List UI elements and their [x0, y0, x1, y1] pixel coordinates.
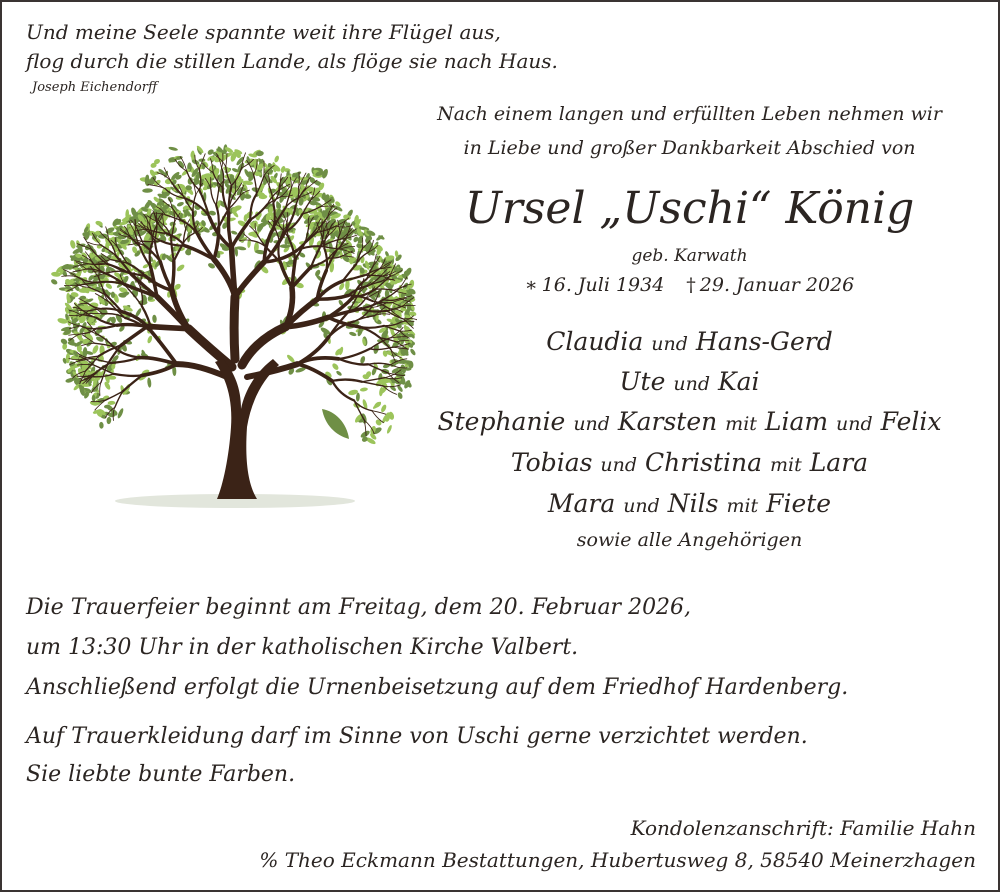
- branch: [147, 326, 188, 328]
- leaf: [386, 424, 393, 434]
- leaf: [176, 201, 184, 207]
- branch: [235, 262, 264, 297]
- other-relatives: sowie alle Angehörigen: [576, 529, 803, 551]
- branch: [199, 169, 201, 190]
- branch: [142, 241, 161, 242]
- intro-line-2: in Liebe und großer Dankbarkeit Abschied von: [463, 137, 916, 159]
- branch: [114, 374, 142, 376]
- leaf: [146, 335, 153, 344]
- mourner-name: Stephanie: [437, 407, 566, 436]
- branch: [172, 261, 174, 290]
- tree-illustration: [47, 127, 417, 517]
- mourner-row-3: [412, 407, 967, 436]
- leaf: [50, 278, 58, 285]
- condolence-address-line-1: Kondolenzanschrift: Familie Hahn: [630, 816, 976, 840]
- conjunction: und: [623, 495, 660, 517]
- conjunction: mit: [726, 495, 759, 517]
- leaf: [69, 240, 76, 250]
- maiden-name: geb. Karwath: [631, 246, 748, 266]
- branch: [234, 297, 235, 359]
- leaf: [274, 155, 280, 163]
- branch: [368, 363, 390, 365]
- branch: [240, 240, 252, 241]
- leaf: [359, 356, 366, 365]
- mourner-name: Karsten: [617, 407, 718, 436]
- leaf: [176, 263, 186, 272]
- leaf: [231, 230, 238, 235]
- mourner-name: Lara: [809, 448, 869, 477]
- conjunction: und: [836, 413, 873, 435]
- leaf: [335, 370, 342, 377]
- poem: [26, 18, 558, 76]
- leaf: [176, 160, 185, 170]
- conjunction: und: [651, 333, 688, 355]
- death-date: 29. Januar 2026: [699, 274, 855, 296]
- mourner-name: Christina: [645, 448, 763, 477]
- leaf: [168, 146, 178, 151]
- mourner-name: Fiete: [766, 489, 832, 518]
- mourner-row-2: [412, 367, 967, 396]
- mourner-row-4: [412, 448, 967, 477]
- leaf: [356, 392, 360, 401]
- mourner-name: Kai: [717, 367, 760, 396]
- branch: [278, 242, 280, 262]
- branch: [332, 380, 362, 382]
- leaf: [142, 188, 153, 193]
- clothing-note-line-1: Auf Trauerkleidung darf im Sinne von Uschi gerne verzichtet werden.: [26, 724, 808, 749]
- mourner-name: Hans-Gerd: [695, 327, 833, 356]
- conjunction: und: [600, 454, 638, 476]
- leaf: [207, 148, 215, 156]
- conjunction: und: [573, 413, 610, 435]
- branch: [62, 276, 77, 277]
- leaf: [397, 392, 404, 400]
- poem-line-1: Und meine Seele spannte weit ihre Flügel aus,: [26, 20, 501, 44]
- leaf: [375, 418, 383, 426]
- conjunction: mit: [725, 413, 757, 435]
- branch: [232, 248, 235, 297]
- leaf: [66, 353, 70, 363]
- mourner-row-1: [412, 327, 967, 356]
- clothing-note-line-2: Sie liebte bunte Farben.: [26, 762, 296, 787]
- mourner-name: Nils: [667, 489, 719, 518]
- life-dates: [412, 274, 967, 296]
- leaf: [106, 417, 111, 425]
- leaf: [152, 315, 157, 324]
- mourner-name: Ute: [619, 367, 666, 396]
- leaf: [372, 401, 382, 410]
- leaf: [360, 387, 368, 392]
- leaf: [331, 362, 340, 371]
- conjunction: und: [673, 373, 710, 395]
- funeral-line-1: Die Trauerfeier beginnt am Freitag, dem 20. Februar 2026,: [26, 595, 692, 620]
- mourner-name: Claudia: [546, 327, 644, 356]
- branch: [375, 289, 393, 290]
- tree-trunk: [215, 359, 279, 499]
- birth-date: 16. Juli 1934: [541, 274, 665, 296]
- branch: [100, 382, 101, 395]
- poem-line-2: flog durch die stillen Lande, als flöge sie nach Haus.: [26, 49, 558, 73]
- mourner-name: Tobias: [510, 448, 593, 477]
- conjunction: mit: [770, 454, 802, 476]
- branch: [211, 189, 216, 205]
- funeral-line-2: um 13:30 Uhr in der katholischen Kirche Valbert.: [26, 635, 579, 660]
- mourner-name: Mara: [547, 489, 616, 518]
- leaf: [108, 401, 116, 405]
- condolence-address-line-2: % Theo Eckmann Bestattungen, Hubertusweg 8, 58540 Meinerzhagen: [259, 848, 976, 872]
- funeral-line-3: Anschließend erfolgt die Urnenbeisetzung auf dem Friedhof Hardenberg.: [26, 675, 849, 700]
- branch: [242, 327, 286, 365]
- leaf: [349, 331, 357, 337]
- branch: [370, 347, 393, 349]
- leaf: [147, 377, 152, 388]
- intro-line-1: Nach einem langen und erfüllten Leben nehmen wir: [437, 103, 942, 125]
- branch: [339, 349, 370, 359]
- leaf: [117, 408, 125, 420]
- leaf: [99, 422, 104, 429]
- leaf: [380, 404, 387, 413]
- deceased-name: Ursel „Uschi“ König: [464, 183, 915, 234]
- leaf: [105, 282, 113, 290]
- mourner-name: Felix: [880, 407, 942, 436]
- branch: [121, 326, 147, 345]
- mourner-name: Liam: [764, 407, 829, 436]
- death-cross-icon: †: [686, 274, 696, 296]
- branch: [188, 329, 232, 367]
- mourner-row-5: [412, 489, 967, 518]
- birth-star-icon: ∗: [524, 274, 538, 296]
- falling-leaf: [322, 409, 349, 439]
- branch: [123, 375, 142, 391]
- poem-author: Joseph Eichendorff: [32, 80, 158, 95]
- branch: [354, 316, 374, 322]
